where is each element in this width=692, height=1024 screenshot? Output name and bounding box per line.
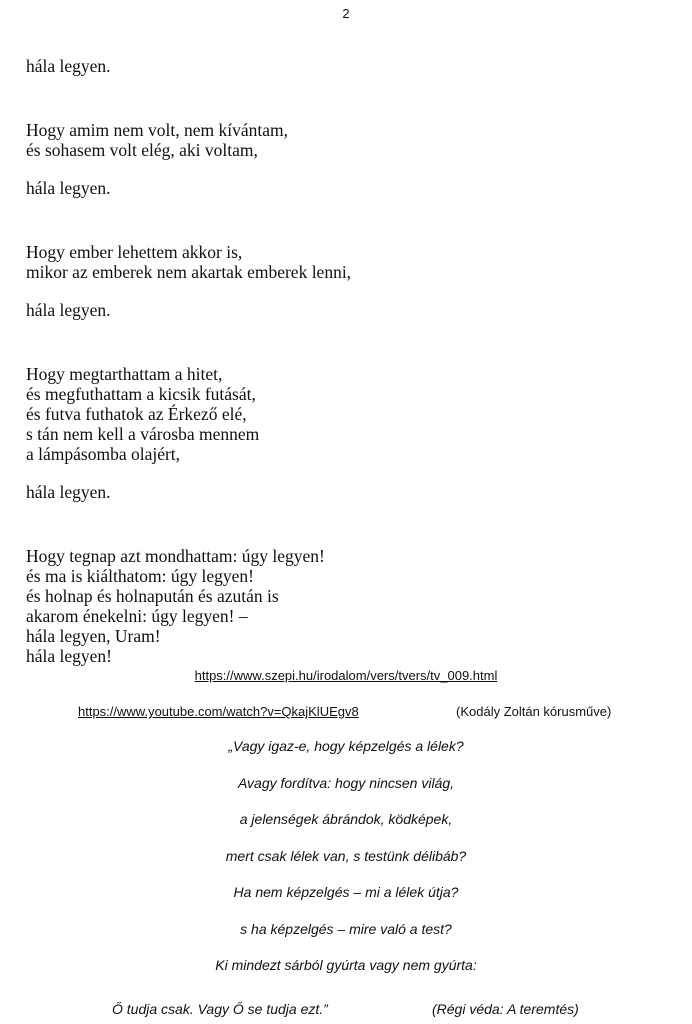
- refrain-line: hála legyen.: [26, 300, 111, 320]
- quote-line: mert csak lélek van, s testünk délibáb?: [225, 847, 467, 864]
- stanza-4: [26, 546, 351, 666]
- poem-line: és futva futhatok az Érkező elé,: [26, 404, 247, 424]
- poem-line: és ma is kiálthatom: úgy legyen!: [26, 566, 254, 586]
- refrain-line: hála legyen.: [26, 482, 111, 502]
- quote-source: (Régi véda: A teremtés): [432, 1001, 579, 1017]
- stanza-1: [26, 120, 351, 160]
- poem: [26, 56, 351, 666]
- quote-line: s ha képzelgés – mire való a test?: [240, 920, 452, 937]
- refrain-line: hála legyen.: [26, 178, 111, 198]
- quote-line: Avagy fordítva: hogy nincsen világ,: [237, 774, 455, 791]
- poem-line: és megfuthattam a kicsik futását,: [26, 384, 256, 404]
- quote: [0, 737, 692, 1017]
- quote-line: a jelenségek ábrándok, ködképek,: [239, 811, 453, 827]
- szepi-link[interactable]: https://www.szepi.hu/irodalom/vers/tvers/tv_009.html: [194, 668, 498, 683]
- refrain-line: hála legyen.: [26, 56, 111, 76]
- poem-line: és holnap és holnapután és azután is: [26, 586, 279, 606]
- poem-line: Hogy tegnap azt mondhattam: úgy legyen!: [26, 546, 325, 566]
- poem-line: és sohasem volt elég, aki voltam,: [26, 140, 258, 160]
- stanza-3: [26, 364, 351, 464]
- stanza-2: [26, 242, 351, 282]
- poem-line: a lámpásomba olajért,: [26, 444, 181, 464]
- quote-line: Ha nem képzelgés – mi a lélek útja?: [233, 884, 459, 900]
- poem-line: s tán nem kell a városba mennem: [26, 424, 260, 444]
- youtube-note: (Kodály Zoltán kórusműve): [456, 704, 612, 719]
- quote-line: „Vagy igaz-e, hogy képzelgés a lélek?: [228, 738, 464, 754]
- poem-line: hála legyen!: [26, 646, 112, 666]
- poem-line: hála legyen, Uram!: [26, 626, 161, 646]
- page-number: 2: [342, 6, 350, 21]
- youtube-link[interactable]: https://www.youtube.com/watch?v=QkajKlUEgv8: [78, 704, 359, 719]
- poem-line: akarom énekelni: úgy legyen! –: [26, 606, 248, 626]
- poem-line: Hogy megtarthattam a hitet,: [26, 364, 223, 384]
- quote-last-line: Ő tudja csak. Vagy Ő se tudja ezt.”: [112, 1001, 328, 1017]
- poem-line: mikor az emberek nem akartak emberek lenni,: [26, 262, 352, 282]
- quote-line: Ki mindezt sárból gyúrta vagy nem gyúrta:: [215, 957, 477, 973]
- poem-line: Hogy ember lehettem akkor is,: [26, 242, 243, 262]
- poem-line: Hogy amim nem volt, nem kívántam,: [26, 120, 288, 140]
